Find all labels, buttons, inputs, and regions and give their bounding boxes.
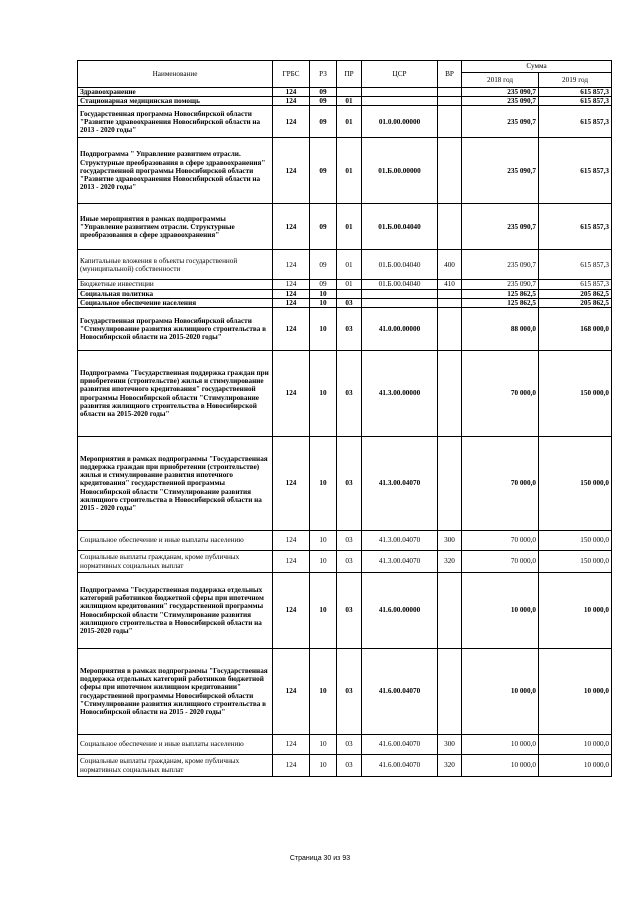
- row-csr: 41.6.00.04070: [362, 755, 438, 777]
- row-pr: 01: [337, 138, 362, 204]
- row-grbs: 124: [273, 204, 310, 250]
- row-vr: [438, 289, 462, 298]
- row-pr: 03: [337, 298, 362, 307]
- row-sum-2019: 615 857,3: [539, 97, 612, 106]
- row-csr: 41.0.00.00000: [362, 308, 438, 351]
- row-name: Подпрограмма " Управление развитием отрасли. Структурные преобразования в сфере здравоохранения" государственной программы Новосибирской области "Развитие здравоохранения Новосибирской области на 2013 - 2020 годы": [78, 138, 273, 204]
- row-pr: 03: [337, 649, 362, 735]
- table-row: [78, 88, 612, 97]
- table-row: [78, 289, 612, 298]
- row-sum-2019: 10 000,0: [539, 755, 612, 777]
- row-vr: 300: [438, 531, 462, 551]
- row-csr: 41.3.00.00000: [362, 351, 438, 437]
- table-row: [78, 298, 612, 307]
- row-csr: 41.6.00.04070: [362, 649, 438, 735]
- row-grbs: 124: [273, 755, 310, 777]
- table-row: [78, 735, 612, 755]
- row-name: Подпрограмма "Государственная поддержка граждан при приобретении (строительстве) жилья и стимулирование развития ипотечного кредитования" государственной программы Новосибирской области "Стимулирование развития жилищного строительства в Новосибирской области на 2015-2020 годы": [78, 351, 273, 437]
- row-sum-2018: 70 000,0: [462, 437, 539, 531]
- table-row: [78, 250, 612, 280]
- table-row: [78, 97, 612, 106]
- row-grbs: 124: [273, 298, 310, 307]
- row-sum-2019: 168 000,0: [539, 308, 612, 351]
- row-name: Социальное обеспечение и иные выплаты населению: [78, 735, 273, 755]
- row-pr: [337, 88, 362, 97]
- row-vr: [438, 138, 462, 204]
- row-grbs: 124: [273, 289, 310, 298]
- row-csr: [362, 88, 438, 97]
- row-rz: 09: [310, 138, 337, 204]
- row-rz: 10: [310, 735, 337, 755]
- table-row: [78, 351, 612, 437]
- row-rz: 10: [310, 298, 337, 307]
- row-grbs: 124: [273, 649, 310, 735]
- table-row: [78, 280, 612, 289]
- row-vr: [438, 204, 462, 250]
- row-sum-2019: 615 857,3: [539, 280, 612, 289]
- row-grbs: 124: [273, 88, 310, 97]
- row-pr: 03: [337, 735, 362, 755]
- row-vr: [438, 298, 462, 307]
- row-sum-2018: 70 000,0: [462, 551, 539, 573]
- row-pr: 03: [337, 308, 362, 351]
- row-name: Капитальные вложения в объекты государственной (муниципальной) собственности: [78, 250, 273, 280]
- row-csr: 01.0.00.00000: [362, 106, 438, 138]
- row-vr: [438, 437, 462, 531]
- row-grbs: 124: [273, 437, 310, 531]
- header-csr: ЦСР: [362, 61, 438, 88]
- row-sum-2018: 235 090,7: [462, 280, 539, 289]
- row-sum-2018: 235 090,7: [462, 106, 539, 138]
- row-grbs: 124: [273, 97, 310, 106]
- row-sum-2019: 615 857,3: [539, 106, 612, 138]
- budget-table: [77, 60, 612, 777]
- row-grbs: 124: [273, 106, 310, 138]
- row-pr: 03: [337, 573, 362, 649]
- row-grbs: 124: [273, 573, 310, 649]
- table-row: [78, 531, 612, 551]
- row-rz: 09: [310, 250, 337, 280]
- row-sum-2019: 10 000,0: [539, 573, 612, 649]
- table-row: [78, 649, 612, 735]
- row-rz: 10: [310, 308, 337, 351]
- table-row: [78, 551, 612, 573]
- row-name: Подпрограмма "Государственная поддержка отдельных категорий работников бюджетной сферы при ипотечном жилищном кредитовании" государственной программы Новосибирской области "Стимулирование развития жилищного строительства в Новосибирской области на 2015-2020 годы": [78, 573, 273, 649]
- row-sum-2019: 205 862,5: [539, 289, 612, 298]
- row-grbs: 124: [273, 351, 310, 437]
- header-vr: ВР: [438, 61, 462, 88]
- row-sum-2018: 235 090,7: [462, 204, 539, 250]
- row-sum-2018: 88 000,0: [462, 308, 539, 351]
- row-rz: 10: [310, 551, 337, 573]
- row-sum-2019: 150 000,0: [539, 437, 612, 531]
- row-grbs: 124: [273, 735, 310, 755]
- row-sum-2019: 615 857,3: [539, 138, 612, 204]
- table-row: [78, 308, 612, 351]
- table-row: [78, 204, 612, 250]
- row-pr: 01: [337, 250, 362, 280]
- row-vr: [438, 308, 462, 351]
- header-rz: РЗ: [310, 61, 337, 88]
- row-sum-2019: 150 000,0: [539, 531, 612, 551]
- row-vr: [438, 649, 462, 735]
- row-vr: [438, 351, 462, 437]
- row-sum-2018: 70 000,0: [462, 531, 539, 551]
- row-vr: 410: [438, 280, 462, 289]
- row-sum-2018: 10 000,0: [462, 649, 539, 735]
- header-grbs: ГРБС: [273, 61, 310, 88]
- row-csr: 01.Б.00.04040: [362, 204, 438, 250]
- row-pr: 03: [337, 351, 362, 437]
- row-rz: 10: [310, 755, 337, 777]
- header-name: Наименование: [78, 61, 273, 88]
- row-csr: 41.3.00.04070: [362, 531, 438, 551]
- row-grbs: 124: [273, 308, 310, 351]
- row-sum-2019: 10 000,0: [539, 735, 612, 755]
- row-sum-2019: 150 000,0: [539, 551, 612, 573]
- row-rz: 09: [310, 280, 337, 289]
- row-name: Стационарная медицинская помощь: [78, 97, 273, 106]
- row-csr: 41.6.00.00000: [362, 573, 438, 649]
- header-year-2019: 2019 год: [539, 73, 612, 88]
- row-name: Здравоохранение: [78, 88, 273, 97]
- row-rz: 09: [310, 88, 337, 97]
- row-name: Бюджетные инвестиции: [78, 280, 273, 289]
- row-csr: 41.3.00.04070: [362, 551, 438, 573]
- row-csr: 41.6.00.04070: [362, 735, 438, 755]
- row-sum-2018: 125 862,5: [462, 298, 539, 307]
- row-vr: [438, 97, 462, 106]
- row-pr: 03: [337, 551, 362, 573]
- row-name: Государственная программа Новосибирской области "Развитие здравоохранения Новосибирской области на 2013 - 2020 годы": [78, 106, 273, 138]
- table-row: [78, 106, 612, 138]
- row-csr: [362, 289, 438, 298]
- row-name: Социальное обеспечение и иные выплаты населению: [78, 531, 273, 551]
- row-sum-2018: 10 000,0: [462, 735, 539, 755]
- row-rz: 10: [310, 649, 337, 735]
- row-sum-2018: 235 090,7: [462, 88, 539, 97]
- row-csr: 41.3.00.04070: [362, 437, 438, 531]
- row-sum-2019: 615 857,3: [539, 250, 612, 280]
- table-row: [78, 437, 612, 531]
- header-year-2018: 2018 год: [462, 73, 539, 88]
- row-pr: 03: [337, 437, 362, 531]
- row-vr: [438, 573, 462, 649]
- row-name: Социальные выплаты гражданам, кроме публичных нормативных социальных выплат: [78, 755, 273, 777]
- table-row: [78, 755, 612, 777]
- row-rz: 09: [310, 106, 337, 138]
- row-grbs: 124: [273, 280, 310, 289]
- row-name: Социальная политика: [78, 289, 273, 298]
- row-grbs: 124: [273, 531, 310, 551]
- row-sum-2019: 615 857,3: [539, 88, 612, 97]
- row-sum-2018: 235 090,7: [462, 250, 539, 280]
- row-sum-2018: 70 000,0: [462, 351, 539, 437]
- row-pr: 01: [337, 204, 362, 250]
- row-sum-2018: 10 000,0: [462, 573, 539, 649]
- row-vr: [438, 106, 462, 138]
- row-vr: 300: [438, 735, 462, 755]
- row-pr: 03: [337, 531, 362, 551]
- row-sum-2018: 235 090,7: [462, 97, 539, 106]
- row-vr: 320: [438, 755, 462, 777]
- row-grbs: 124: [273, 250, 310, 280]
- row-csr: 01.Б.00.04040: [362, 250, 438, 280]
- row-vr: 400: [438, 250, 462, 280]
- row-pr: [337, 289, 362, 298]
- row-vr: 320: [438, 551, 462, 573]
- row-rz: 10: [310, 437, 337, 531]
- header-sum: Сумма: [462, 61, 612, 73]
- row-pr: 01: [337, 106, 362, 138]
- row-pr: 01: [337, 280, 362, 289]
- row-sum-2019: 615 857,3: [539, 204, 612, 250]
- row-rz: 09: [310, 97, 337, 106]
- row-csr: 01.Б.00.04040: [362, 280, 438, 289]
- row-rz: 10: [310, 351, 337, 437]
- row-vr: [438, 88, 462, 97]
- table-row: [78, 138, 612, 204]
- row-name: Социальные выплаты гражданам, кроме публичных нормативных социальных выплат: [78, 551, 273, 573]
- row-name: Иные мероприятия в рамках подпрограммы "Управление развитием отрасли. Структурные преобразования в сфере здравоохранения": [78, 204, 273, 250]
- row-rz: 10: [310, 573, 337, 649]
- row-csr: 01.Б.00.00000: [362, 138, 438, 204]
- row-sum-2018: 235 090,7: [462, 138, 539, 204]
- row-sum-2019: 150 000,0: [539, 351, 612, 437]
- page-number: Страница 30 из 93: [289, 855, 351, 862]
- header-pr: ПР: [337, 61, 362, 88]
- row-name: Государственная программа Новосибирской области "Стимулирование развития жилищного строительства в Новосибирской области на 2015-2020 годы": [78, 308, 273, 351]
- row-pr: 03: [337, 755, 362, 777]
- row-pr: 01: [337, 97, 362, 106]
- row-grbs: 124: [273, 138, 310, 204]
- row-sum-2019: 10 000,0: [539, 649, 612, 735]
- row-rz: 09: [310, 204, 337, 250]
- row-rz: 10: [310, 531, 337, 551]
- row-grbs: 124: [273, 551, 310, 573]
- table-row: [78, 573, 612, 649]
- table-body: [78, 88, 612, 777]
- row-sum-2018: 10 000,0: [462, 755, 539, 777]
- table-header: [78, 61, 612, 88]
- row-name: Социальное обеспечение населения: [78, 298, 273, 307]
- row-csr: [362, 97, 438, 106]
- row-name: Мероприятия в рамках подпрограммы "Государственная поддержка граждан при приобретении (строительстве) жилья и стимулирование развития ипотечного кредитования" государственной программы Новосибирской области "Стимулирование развития жилищного строительства в Новосибирской области на 2015 - 2020 годы": [78, 437, 273, 531]
- row-name: Мероприятия в рамках подпрограммы "Государственная поддержка отдельных категорий работников бюджетной сферы при ипотечном жилищном кредитовании" государственной программы Новосибирской области "Стимулирование развития жилищного строительства в Новосибирской области на 2015 - 2020 годы": [78, 649, 273, 735]
- row-sum-2018: 125 862,5: [462, 289, 539, 298]
- row-rz: 10: [310, 289, 337, 298]
- row-csr: [362, 298, 438, 307]
- row-sum-2019: 205 862,5: [539, 298, 612, 307]
